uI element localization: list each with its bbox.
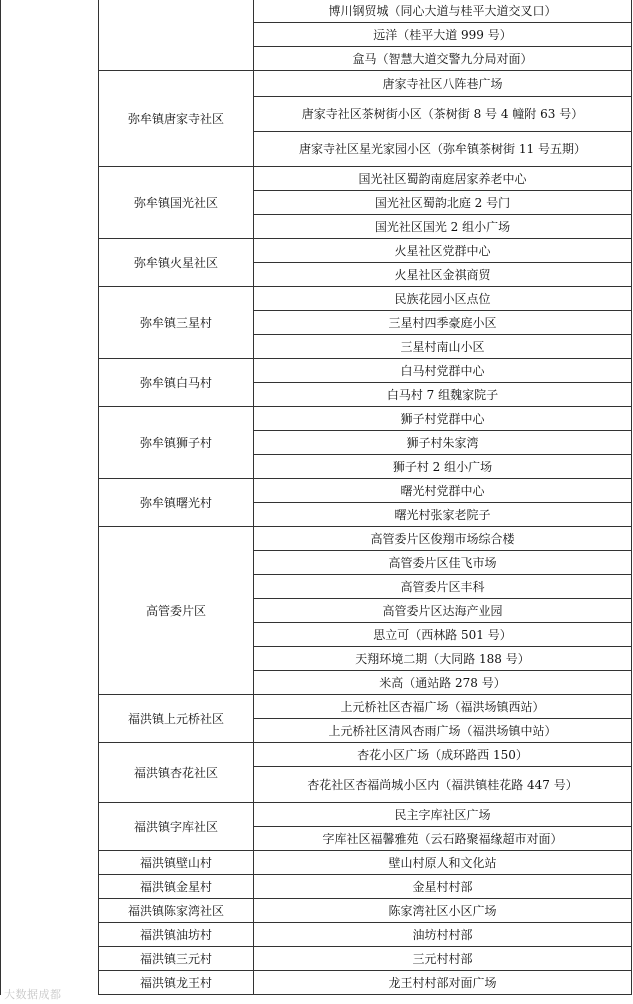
table-row [1, 479, 632, 503]
table-row [1, 287, 632, 311]
community-name-cell [99, 0, 254, 71]
table-row [1, 695, 632, 719]
community-name-cell: 弥牟镇白马村 [99, 359, 254, 407]
site-cell: 曙光村张家老院子 [254, 503, 632, 527]
community-name-cell: 弥牟镇国光社区 [99, 167, 254, 239]
watermark-text: 大数据成都 [4, 988, 62, 1001]
community-name-cell: 福洪镇壁山村 [99, 851, 254, 875]
community-name-cell: 弥牟镇狮子村 [99, 407, 254, 479]
blank-column-cell [1, 803, 99, 851]
community-name-cell: 福洪镇三元村 [99, 947, 254, 971]
blank-column-cell [1, 167, 99, 239]
table-row [1, 743, 632, 767]
site-cell: 火星社区党群中心 [254, 239, 632, 263]
site-cell: 博川钢贸城（同心大道与桂平大道交叉口） [254, 0, 632, 23]
blank-column-cell [1, 287, 99, 359]
table-row [1, 875, 632, 899]
table-row [1, 527, 632, 551]
site-cell: 远洋（桂平大道 999 号） [254, 23, 632, 47]
table-row [1, 923, 632, 947]
blank-column-cell [1, 407, 99, 479]
table-row [1, 947, 632, 971]
site-cell: 白马村党群中心 [254, 359, 632, 383]
site-cell: 唐家寺社区星光家园小区（弥牟镇茶树街 11 号五期） [254, 132, 632, 167]
site-cell: 思立可（西林路 501 号） [254, 623, 632, 647]
site-cell: 三星村南山小区 [254, 335, 632, 359]
table-row [1, 71, 632, 97]
site-cell: 狮子村党群中心 [254, 407, 632, 431]
site-cell: 杏花小区广场（成环路西 150） [254, 743, 632, 767]
site-cell: 陈家湾社区小区广场 [254, 899, 632, 923]
community-name-cell: 高管委片区 [99, 527, 254, 695]
blank-column-cell [1, 71, 99, 167]
site-cell: 民族花园小区点位 [254, 287, 632, 311]
table-row [1, 803, 632, 827]
table-row [1, 359, 632, 383]
blank-column-cell [1, 695, 99, 743]
community-name-cell: 福洪镇龙王村 [99, 971, 254, 995]
site-cell: 盒马（智慧大道交警九分局对面） [254, 47, 632, 71]
table-row [1, 851, 632, 875]
site-cell: 上元桥社区杏福广场（福洪场镇西站） [254, 695, 632, 719]
site-cell: 唐家寺社区茶树街小区（茶树街 8 号 4 幢附 63 号） [254, 97, 632, 132]
watermark [4, 986, 62, 1002]
community-name-cell: 福洪镇字库社区 [99, 803, 254, 851]
community-name-cell: 福洪镇油坊村 [99, 923, 254, 947]
blank-column-cell [1, 899, 99, 923]
blank-column-cell [1, 947, 99, 971]
site-cell: 狮子村 2 组小广场 [254, 455, 632, 479]
site-cell: 杏花社区杏福尚城小区内（福洪镇桂花路 447 号） [254, 767, 632, 803]
community-name-cell: 弥牟镇曙光村 [99, 479, 254, 527]
blank-column-cell [1, 851, 99, 875]
site-cell: 三元村村部 [254, 947, 632, 971]
site-cell: 民主字库社区广场 [254, 803, 632, 827]
blank-column-cell [1, 743, 99, 803]
community-name-cell: 福洪镇上元桥社区 [99, 695, 254, 743]
table-row [1, 239, 632, 263]
blank-column-cell [1, 923, 99, 947]
table-row [1, 0, 632, 23]
site-cell: 三星村四季豪庭小区 [254, 311, 632, 335]
community-name-cell: 福洪镇杏花社区 [99, 743, 254, 803]
blank-column-cell [1, 875, 99, 899]
site-cell: 国光社区蜀韵南庭居家养老中心 [254, 167, 632, 191]
blank-column-cell [1, 527, 99, 695]
blank-column-cell [1, 0, 99, 71]
site-cell: 火星社区金祺商贸 [254, 263, 632, 287]
site-cell: 米高（通站路 278 号） [254, 671, 632, 695]
site-cell: 上元桥社区清风杏雨广场（福洪场镇中站） [254, 719, 632, 743]
table-row [1, 899, 632, 923]
site-cell: 高管委片区达海产业园 [254, 599, 632, 623]
site-cell: 高管委片区丰科 [254, 575, 632, 599]
blank-column-cell [1, 359, 99, 407]
site-cell: 高管委片区佳飞市场 [254, 551, 632, 575]
table-row [1, 167, 632, 191]
community-name-cell: 弥牟镇火星社区 [99, 239, 254, 287]
site-cell: 龙王村村部对面广场 [254, 971, 632, 995]
site-cell: 白马村 7 组魏家院子 [254, 383, 632, 407]
site-cell: 国光社区国光 2 组小广场 [254, 215, 632, 239]
table-row [1, 971, 632, 995]
site-cell: 唐家寺社区八阵巷广场 [254, 71, 632, 97]
site-cell: 字库社区福馨雅苑（云石路聚福缘超市对面） [254, 827, 632, 851]
community-name-cell: 弥牟镇三星村 [99, 287, 254, 359]
community-name-cell: 弥牟镇唐家寺社区 [99, 71, 254, 167]
site-cell: 天翔环境二期（大同路 188 号） [254, 647, 632, 671]
site-cell: 狮子村朱家湾 [254, 431, 632, 455]
site-cell: 高管委片区俊翔市场综合楼 [254, 527, 632, 551]
community-name-cell: 福洪镇陈家湾社区 [99, 899, 254, 923]
blank-column-cell [1, 479, 99, 527]
table-row [1, 407, 632, 431]
site-cell: 油坊村村部 [254, 923, 632, 947]
community-name-cell: 福洪镇金星村 [99, 875, 254, 899]
site-cell: 国光社区蜀韵北庭 2 号门 [254, 191, 632, 215]
site-cell: 壁山村原人和文化站 [254, 851, 632, 875]
site-cell: 曙光村党群中心 [254, 479, 632, 503]
blank-column-cell [1, 239, 99, 287]
table-body [1, 0, 632, 995]
site-cell: 金星村村部 [254, 875, 632, 899]
